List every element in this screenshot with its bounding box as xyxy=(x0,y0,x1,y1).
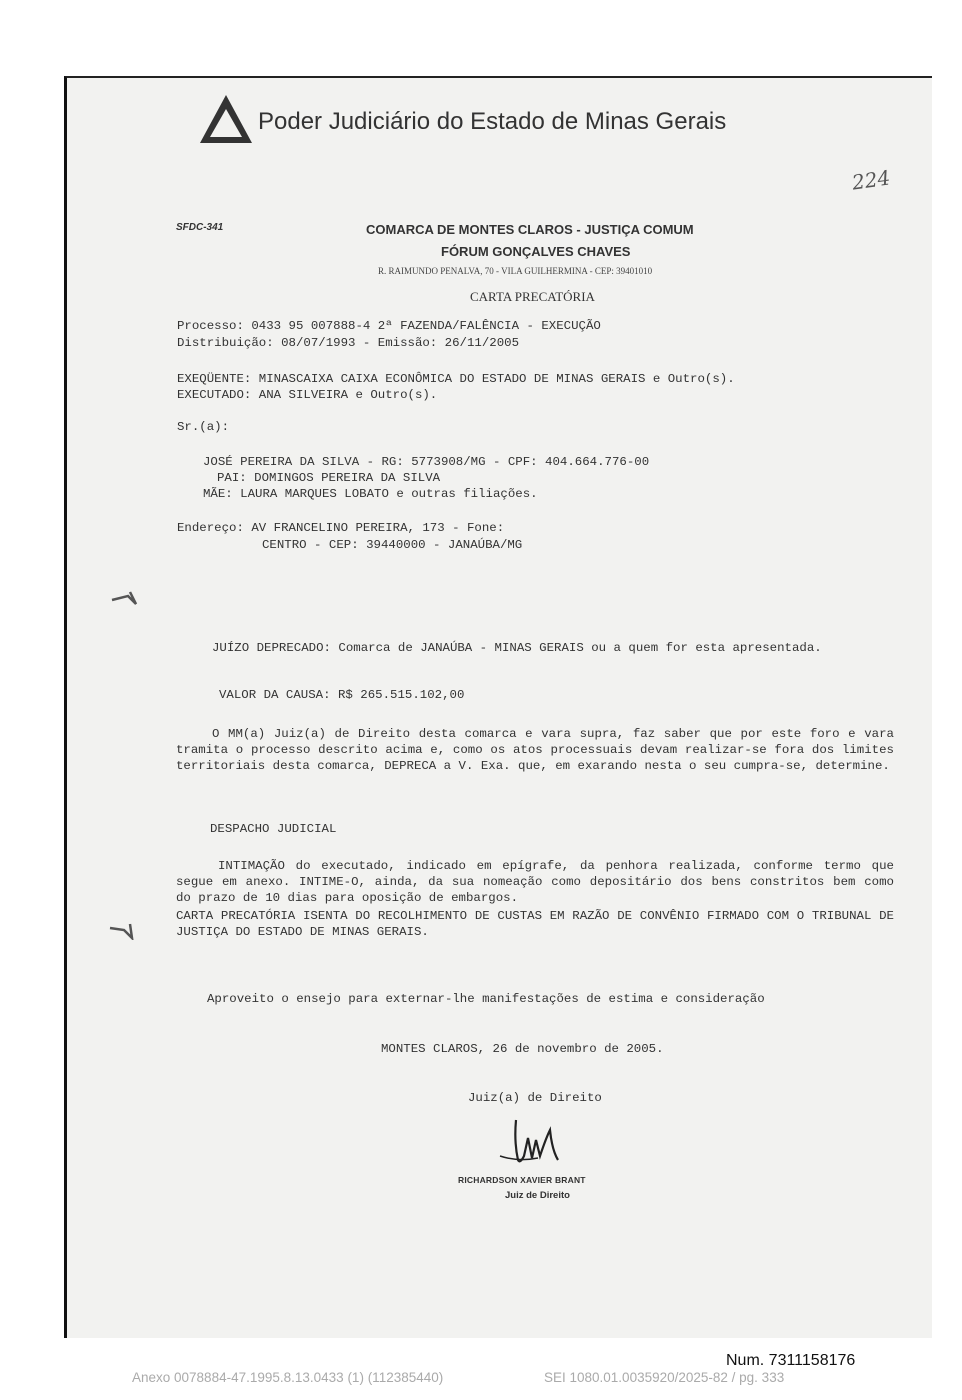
salutation: Sr.(a): xyxy=(177,420,230,434)
address-line2: CENTRO - CEP: 39440000 - JANAÚBA/MG xyxy=(262,538,523,552)
handwritten-page-number: 224 xyxy=(850,165,892,195)
staple-mark-icon xyxy=(108,920,140,940)
staple-mark-icon xyxy=(110,588,142,608)
addressee-name: JOSÉ PEREIRA DA SILVA - RG: 5773908/MG - CPF: 404.664.776-00 xyxy=(203,455,650,469)
despacho-text: INTIMAÇÃO do executado, indicado em epígrafe, da penhora realizada, conforme termo que segue em anexo. INTIME-O, ainda, da sua nomeação como depositário dos bens constritos bem como do prazo de 10 dias para oposição de embargos. xyxy=(176,859,894,905)
place-date: MONTES CLAROS, 26 de novembro de 2005. xyxy=(381,1042,664,1056)
closing-text: Aproveito o ensejo para externar-lhe manifestações de estima e consideração xyxy=(207,992,765,1006)
footer-anexo: Anexo 0078884-47.1995.8.13.0433 (1) (112385440) xyxy=(132,1370,444,1385)
comarca-title: COMARCA DE MONTES CLAROS - JUSTIÇA COMUM xyxy=(366,222,694,237)
court-address: R. RAIMUNDO PENALVA, 70 - VILA GUILHERMINA - CEP: 39401010 xyxy=(378,266,653,276)
signature-icon xyxy=(498,1116,570,1168)
exequente-line: EXEQÜENTE: MINASCAIXA CAIXA ECONÔMICA DO ESTADO DE MINAS GERAIS e Outro(s). xyxy=(177,372,735,386)
document-type: CARTA PRECATÓRIA xyxy=(470,289,595,304)
distribution-line: Distribuição: 08/07/1993 - Emissão: 26/11/2005 xyxy=(177,336,520,350)
process-line: Processo: 0433 95 007888-4 2ª FAZENDA/FALÊNCIA - EXECUÇÃO xyxy=(177,319,601,333)
footer-sei: SEI 1080.01.0035920/2025-82 / pg. 333 xyxy=(544,1370,785,1385)
judge-label: Juiz(a) de Direito xyxy=(468,1091,602,1105)
forum-title: FÓRUM GONÇALVES CHAVES xyxy=(441,244,631,259)
isenta-text: CARTA PRECATÓRIA ISENTA DO RECOLHIMENTO DE CUSTAS EM RAZÃO DE CONVÊNIO FIRMADO COM O TRIBUNAL DE JUSTIÇA DO ESTADO DE MINAS GERAIS. xyxy=(176,909,894,939)
address-line1: Endereço: AV FRANCELINO PEREIRA, 173 - Fone: xyxy=(177,521,505,535)
juizo-deprecado: JUÍZO DEPRECADO: Comarca de JANAÚBA - MINAS GERAIS ou a quem for esta apresentada. xyxy=(212,641,822,655)
judge-role: Juiz de Direito xyxy=(505,1190,570,1201)
body-paragraph: O MM(a) Juiz(a) de Direito desta comarca e vara supra, faz saber que por este foro e vara tramita o processo descrito acima e, como os atos processuais devam realizar-se fora dos limites territoriais desta comarca, DEPRECA a V. Exa. que, em exarando nesta o seu cumpra-se, determine. xyxy=(176,727,894,773)
despacho-title: DESPACHO JUDICIAL xyxy=(210,822,337,836)
form-code: SFDC-341 xyxy=(176,222,224,233)
judge-name: RICHARDSON XAVIER BRANT xyxy=(458,1175,586,1185)
valor-da-causa: VALOR DA CAUSA: R$ 265.515.102,00 xyxy=(219,688,465,702)
addressee-father: PAI: DOMINGOS PEREIRA DA SILVA xyxy=(217,471,441,485)
addressee-mother: MÃE: LAURA MARQUES LOBATO e outras filiações. xyxy=(203,487,538,501)
header-title: Poder Judiciário do Estado de Minas Gerais xyxy=(258,108,727,135)
triangle-logo-icon xyxy=(198,93,254,145)
document-number: Num. 7311158176 xyxy=(726,1352,856,1369)
executado-line: EXECUTADO: ANA SILVEIRA e Outro(s). xyxy=(177,388,438,402)
